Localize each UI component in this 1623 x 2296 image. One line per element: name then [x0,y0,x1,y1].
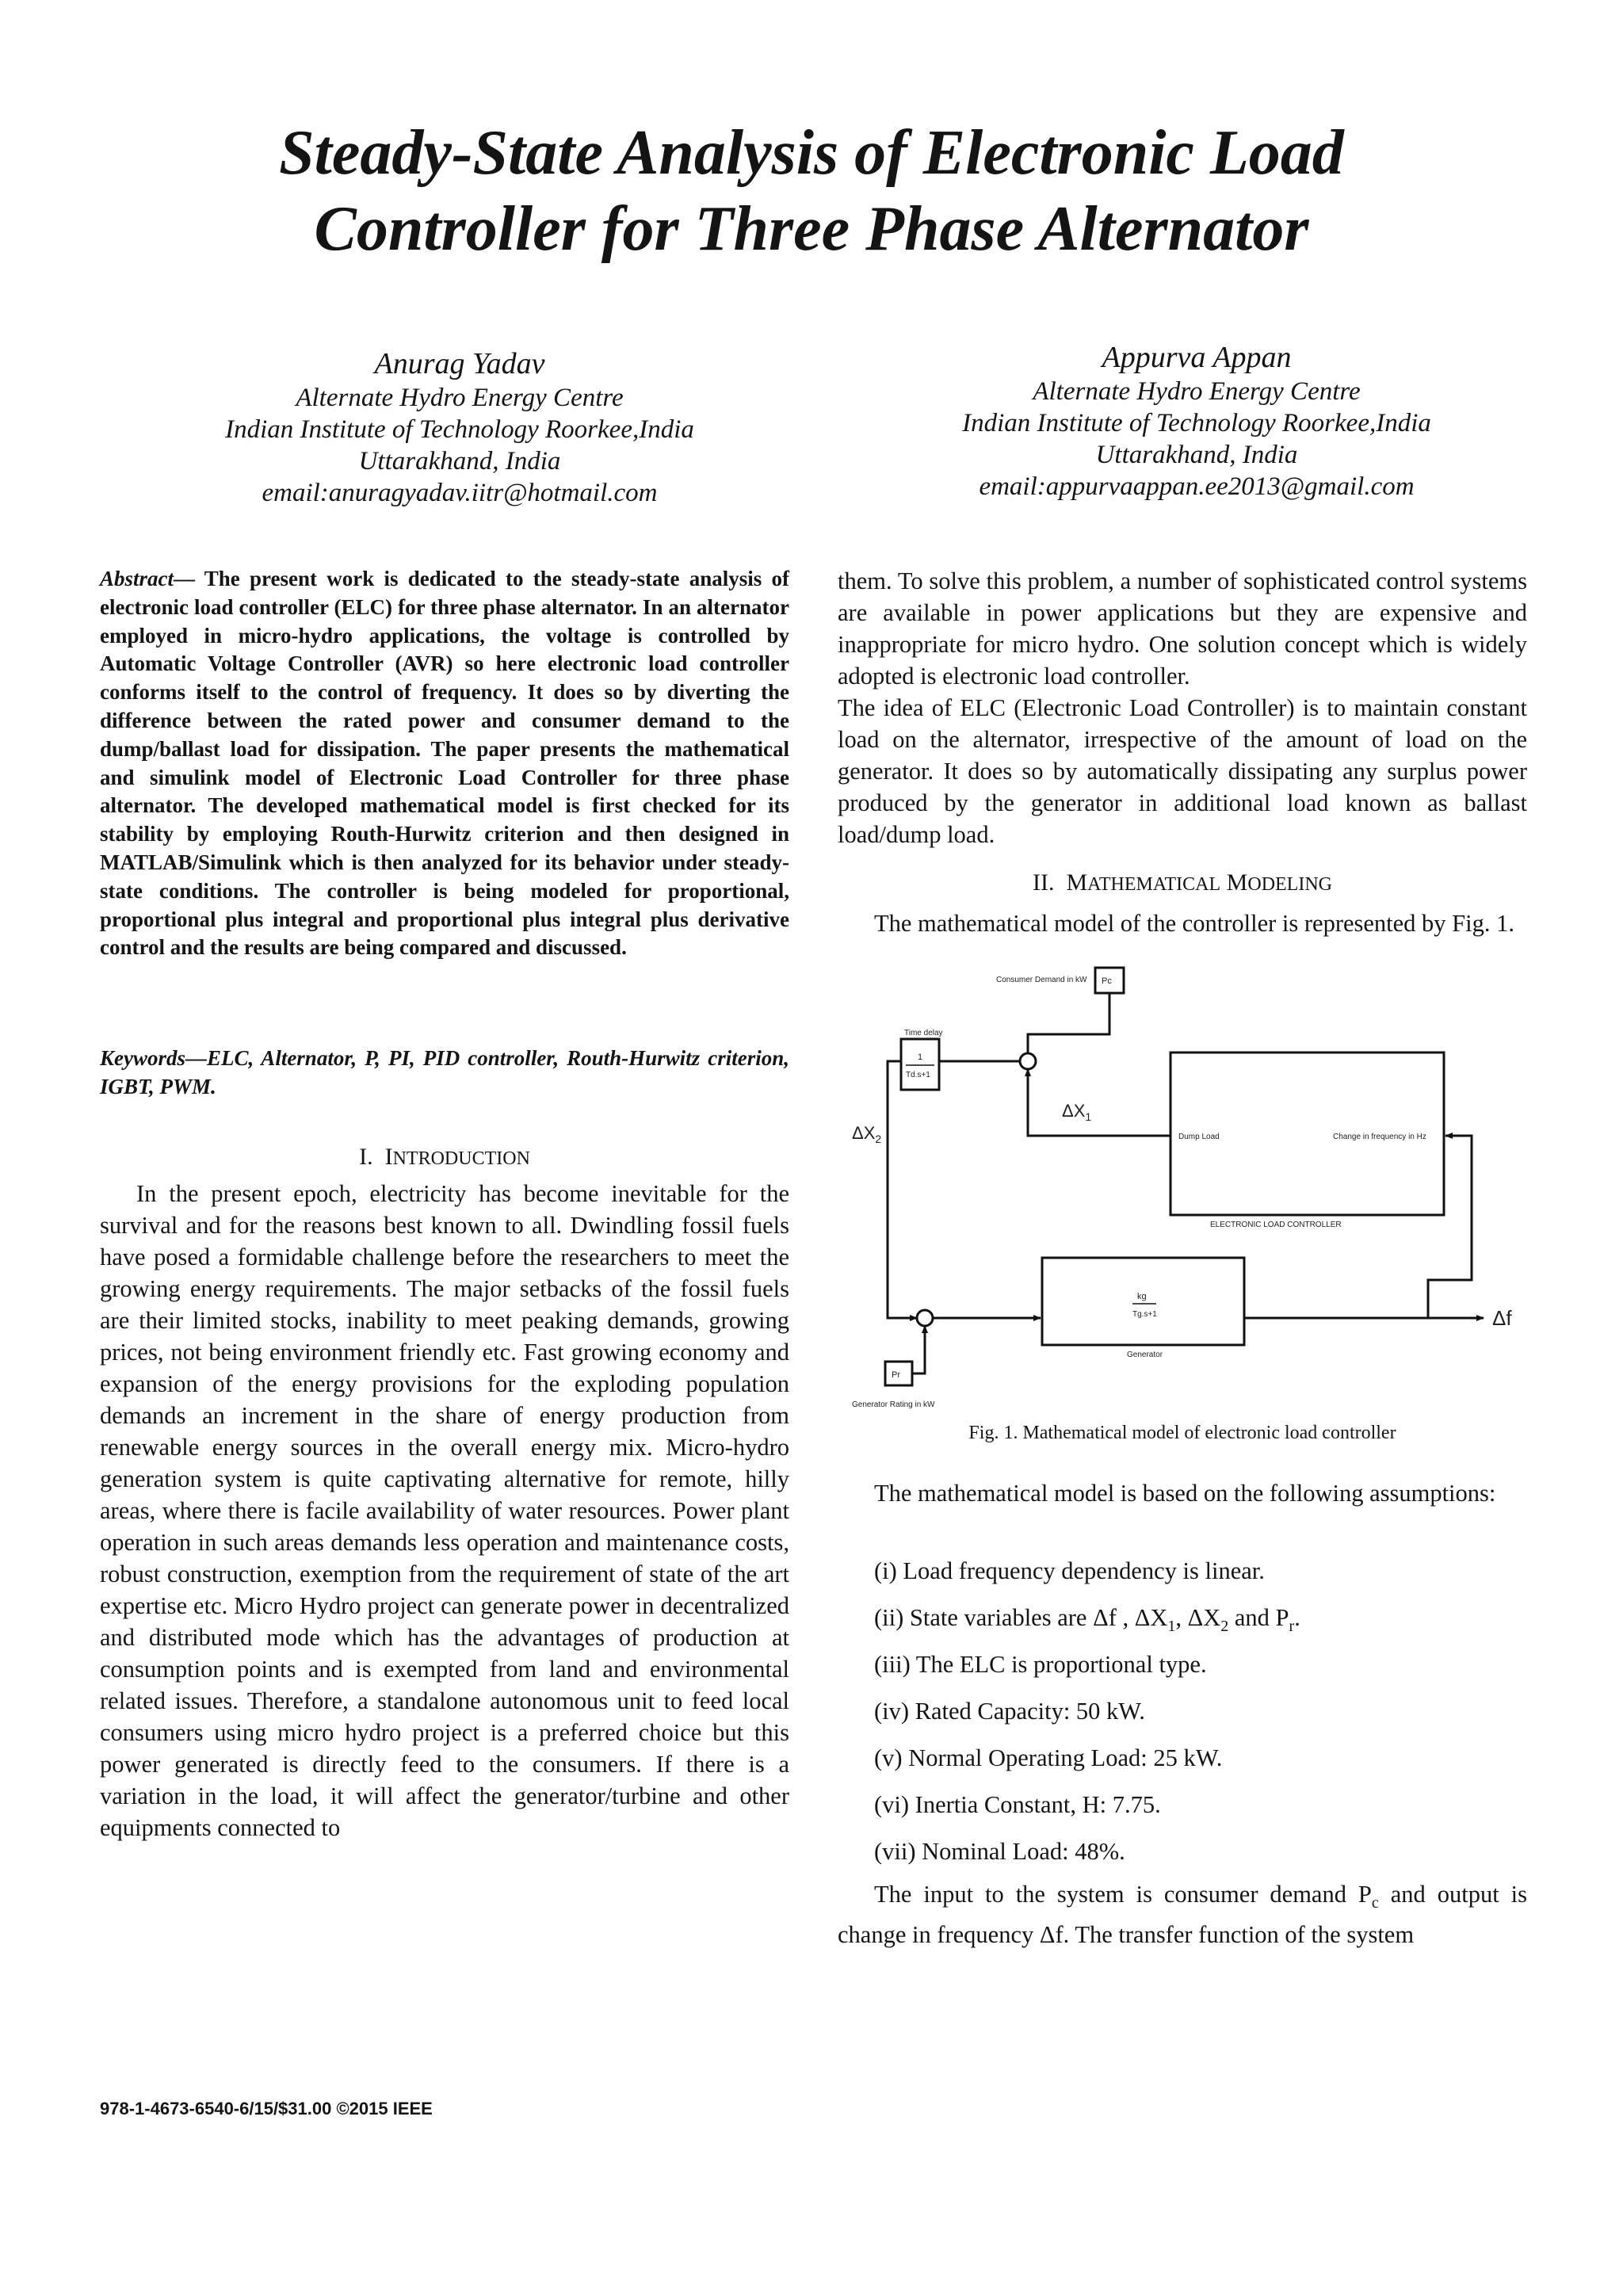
author-block-1 [174,346,745,509]
generator-label: Generator [1127,1350,1163,1359]
assumption-item: (vii) Nominal Load: 48%. [874,1838,1125,1865]
time-delay-denominator: Td.s+1 [906,1071,930,1079]
figure-block-diagram [838,963,1527,1419]
time-delay-block [901,1039,939,1090]
change-in-frequency-label: Change in frequency in Hz [1333,1133,1426,1141]
final-paragraph [838,1878,1527,1950]
title-line-1: Steady-State Analysis of Electronic Load [279,118,1344,188]
abstract-text: — The present work is dedicated to the steady-state analysis of electronic load controller (ELC) for three phase alternator. In an alternator employed in micro-hydro applications, the voltage is controlled by Automatic Voltage Controller (AVR) so here electronic load controller conforms itself to the control of frequency. It does so by diverting the difference between the rated power and consumer demand to the dump/ballast load for dissipation. The paper presents the mathematical and simulink model of Electronic Load Controller for three phase alternator. The developed mathematical model is first checked for its stability by employing Routh-Hurwitz criterion and then designed in MATLAB/Simulink which is then analyzed for its behavior under steady-state conditions. The controller is being modeled for proportional, proportional plus integral and proportional plus integral plus derivative control and the results are being compared and discussed. [100,567,789,960]
section-title-rest: NTRODUCTION [392,1148,530,1169]
pr-label: Pr [892,1370,900,1380]
frequency-feedback-line [1428,1136,1472,1318]
right-column-text [838,565,1527,850]
section-heading-introduction [100,1141,789,1175]
author-email: email:anuragyadav.iitr@hotmail.com [262,479,658,507]
section-title-rest: ODELING [1247,874,1332,895]
author-name: Appurva Appan [1102,341,1292,374]
assumption-item: (i) Load frequency dependency is linear. [874,1557,1265,1584]
summing-junction-1 [1020,1053,1036,1069]
generator-rating-label: Generator Rating in kW [852,1400,935,1409]
paragraph: them. To solve this problem, a number of sophisticated control systems are available in power applications but they are expensive and inappropriate for micro hydro. One solution concept which is widely adopted is electronic load controller. [838,567,1527,690]
author-name: Anurag Yadav [374,347,545,380]
pc-signal-line [1028,993,1109,1053]
generator-denominator: Tg.s+1 [1132,1310,1157,1319]
figure-caption: Fig. 1. Mathematical model of electronic load controller [968,1423,1396,1443]
consumer-demand-label: Consumer Demand in kW [996,976,1087,984]
dx1-label: $\Delta X_1$ [1062,1101,1092,1123]
section-number: II. [1033,869,1055,896]
author-location: Uttarakhand, India [1095,441,1298,469]
assumption-item: (vi) Inertia Constant, H: 7.75. [874,1791,1161,1818]
summing-junction-2 [917,1310,933,1326]
introduction-paragraph: In the present epoch, electricity has become inevitable for the survival and for the reasons best known to all. Dwindling fossil fuels have posed a formidable challenge before the researchers to meet the growing energy requirements. The major setbacks of the fossil fuels are their limited stocks, inability to meet peaking demands, growing prices, not being environment friendly etc. Fast growing economy and expansion of the energy provisions for the exploding population demands an increment in the share of energy production from renewable energy sources in the overall energy mix. Micro-hydro generation system is quite captivating alternative for remote, hilly areas, where there is facile availability of water resources. Power plant operation in such areas demands less operation and maintenance costs, robust construction, exemption from the requirement of state of the art expertise etc. Micro Hydro project can generate power in decentralized and distributed mode which has the advantages of production at consumption points and is exempted from land and environmental related issues. Therefore, a standalone autonomous unit to feed local consumers using micro hydro project is a preferred choice but this power generated is directly feed to the consumers. If there is a variation in the load, it will affect the generator/turbine and other equipments connected to [100,1180,789,1841]
author-email: email:appurvaappan.ee2013@gmail.com [979,472,1415,501]
section-title-initial: M [1066,869,1088,896]
author-affiliation: Indian Institute of Technology Roorkee,India [225,415,694,444]
author-affiliation: Alternate Hydro Energy Centre [1033,377,1361,406]
pr-signal-line [912,1326,925,1373]
title-line-2: Controller for Three Phase Alternator [314,194,1309,264]
assumptions-intro [838,1477,1527,1509]
dump-load-label: Dump Load [1178,1133,1220,1141]
paper-title [0,115,1623,267]
delay-to-sum2-line [888,1061,917,1318]
abstract [100,565,789,962]
dump-load-signal-line [1028,1069,1170,1136]
paragraph: The idea of ELC (Electronic Load Controller) is to maintain constant load on the alternator, irrespective of the amount of load on the generator. It does so by automatically dissipating any surplus power produced by the generator in additional load known as ballast load/dump load. [838,694,1527,848]
paragraph: The input to the system is consumer demand $P_c$ and output is change in frequency Δf. The transfer function of the system [838,1881,1527,1949]
paragraph: The mathematical model of the controller is represented by Fig. 1. [874,910,1514,937]
author-affiliation: Indian Institute of Technology Roorkee,India [962,409,1431,437]
copyright-footer: 978-1-4673-6540-6/15/$31.00 ©2015 IEEE [100,2099,433,2118]
dx2-label: $\Delta X_2$ [852,1123,882,1145]
generator-numerator: kg [1137,1292,1147,1301]
section-number: I. [359,1144,373,1170]
assumption-item: (iv) Rated Capacity: 50 kW. [874,1698,1145,1725]
generator-block [1042,1258,1244,1345]
author-block-2 [911,339,1482,502]
section-title-initial: I [384,1144,393,1170]
time-delay-label: Time delay [904,1029,943,1037]
section-title-initial: M [1226,869,1248,896]
assumption-item: (ii) State variables are Δf , $\Delta X_1$, $\Delta X_2$ and $P_r$. [874,1604,1300,1636]
author-affiliation: Alternate Hydro Energy Centre [296,384,624,412]
section-heading-mathematical-modeling [838,867,1527,900]
assumption-item: (iii) The ELC is proportional type. [874,1651,1207,1678]
keywords: Keywords—ELC, Alternator, P, PI, PID controller, Routh-Hurwitz criterion, IGBT, PWM. [100,1046,789,1098]
section2-body [838,907,1527,939]
elc-caption-label: ELECTRONIC LOAD CONTROLLER [1210,1221,1342,1229]
time-delay-numerator: 1 [918,1052,923,1062]
delta-f-output-label: Δf [1492,1306,1512,1330]
introduction-body [100,1178,789,1843]
abstract-label: Abstract [100,567,174,590]
pc-label: Pc [1102,976,1112,986]
author-location: Uttarakhand, India [358,447,561,476]
paragraph: The mathematical model is based on the following assumptions: [874,1480,1496,1507]
section-title-rest: ATHEMATICAL [1087,874,1221,895]
assumption-item: (v) Normal Operating Load: 25 kW. [874,1744,1223,1771]
